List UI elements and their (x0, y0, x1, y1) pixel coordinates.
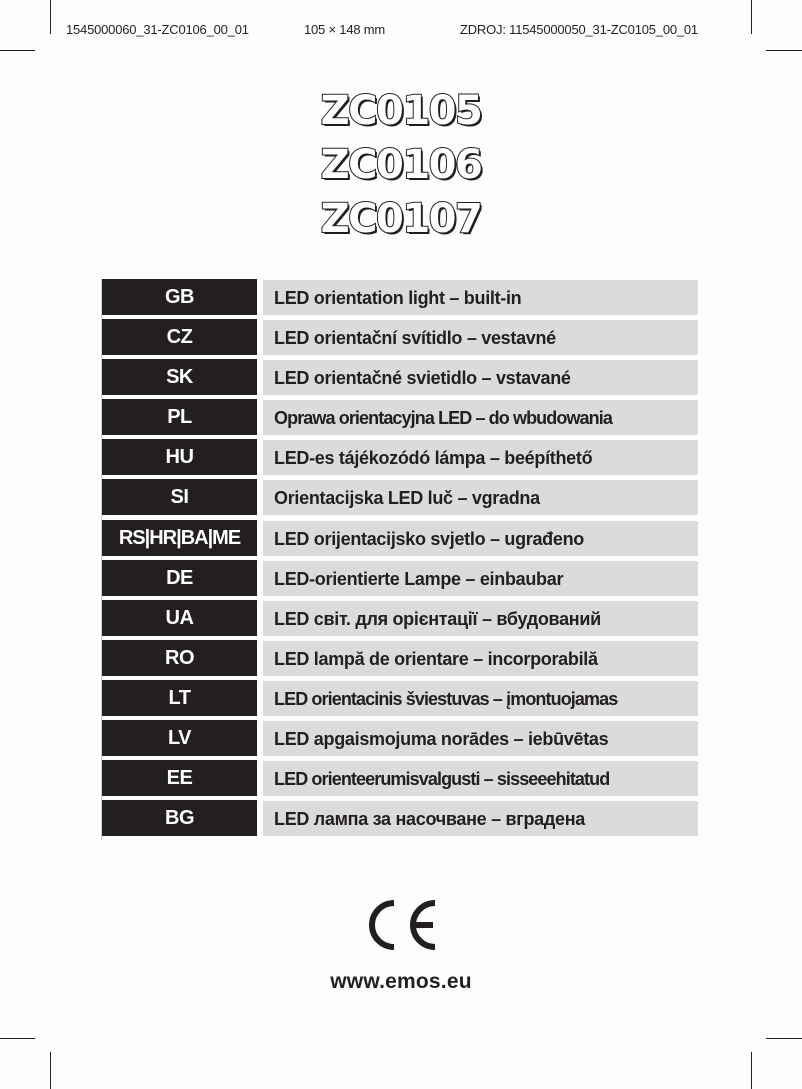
language-code: BG (102, 800, 257, 836)
language-row-ro (102, 640, 699, 676)
language-row-ee (102, 760, 699, 796)
language-code: HU (102, 439, 257, 475)
language-row-hu (102, 439, 699, 475)
language-description: LED orijentacijsko svjetlo – ugrađeno (263, 521, 698, 556)
language-description: LED lampă de orientare – incorporabilă (263, 641, 698, 676)
language-description: LED-orientierte Lampe – einbaubar (263, 561, 698, 596)
crop-mark-top-right-horizontal (766, 50, 802, 51)
crop-mark-bottom-right-vertical (751, 1052, 752, 1089)
language-code: DE (102, 560, 257, 596)
language-row-cz (102, 319, 699, 355)
language-description: Oprawa orientacyjna LED – do wbudowania (263, 400, 698, 435)
crop-mark-top-left-horizontal (0, 50, 35, 51)
language-code: SK (102, 359, 257, 395)
source-reference: ZDROJ: 11545000050_31-ZC0105_00_01 (460, 22, 698, 37)
language-row-bg (102, 800, 699, 836)
language-code: LV (102, 720, 257, 756)
language-table (101, 279, 699, 840)
language-description: LED orientation light – built-in (263, 280, 698, 315)
language-description: LED orienteerumisvalgusti – sisseeehitatud (263, 761, 698, 796)
print-header (0, 20, 802, 40)
language-row-si (102, 479, 699, 515)
language-code: EE (102, 760, 257, 796)
model-title: ZC0105 (320, 88, 482, 134)
language-description: LED apgaismojuma norādes – iebūvētas (263, 721, 698, 756)
language-code: PL (102, 399, 257, 435)
language-description: LED лампа за насочване – вградена (263, 801, 698, 836)
language-row-lv (102, 720, 699, 756)
language-row-sk (102, 359, 699, 395)
model-title: ZC0106 (320, 142, 482, 188)
language-description: LED orientační svítidlo – vestavné (263, 320, 698, 355)
model-title: ZC0107 (320, 196, 482, 242)
language-code: RO (102, 640, 257, 676)
language-code: UA (102, 600, 257, 636)
language-row-de (102, 560, 699, 596)
language-row-lt (102, 680, 699, 716)
language-code: CZ (102, 319, 257, 355)
language-description: Orientacijska LED luč – vgradna (263, 480, 698, 515)
website-link[interactable]: www.emos.eu (330, 970, 472, 993)
language-description: LED orientacinis šviestuvas – įmontuojamas (263, 681, 698, 716)
file-id: 1545000060_31-ZC0106_00_01 (66, 22, 249, 37)
language-code: GB (102, 279, 257, 315)
language-row-pl (102, 399, 699, 435)
language-code: SI (102, 479, 257, 515)
crop-mark-bottom-left-vertical (50, 1052, 51, 1089)
language-code: RS|HR|BA|ME (102, 520, 257, 556)
language-row-gb (102, 279, 699, 315)
model-titles (0, 84, 802, 246)
crop-mark-bottom-right-horizontal (766, 1038, 802, 1039)
ce-mark-icon (361, 895, 441, 955)
dimensions: 105 × 148 mm (304, 22, 386, 37)
language-row-ua (102, 600, 699, 636)
language-description: LED світ. для орієнтації – вбудований (263, 601, 698, 636)
language-description: LED-es tájékozódó lámpa – beépíthető (263, 440, 698, 475)
language-row-rs-hr-ba-me (102, 520, 699, 556)
language-description: LED orientačné svietidlo – vstavané (263, 360, 698, 395)
language-code: LT (102, 680, 257, 716)
crop-mark-bottom-left-horizontal (0, 1038, 35, 1039)
